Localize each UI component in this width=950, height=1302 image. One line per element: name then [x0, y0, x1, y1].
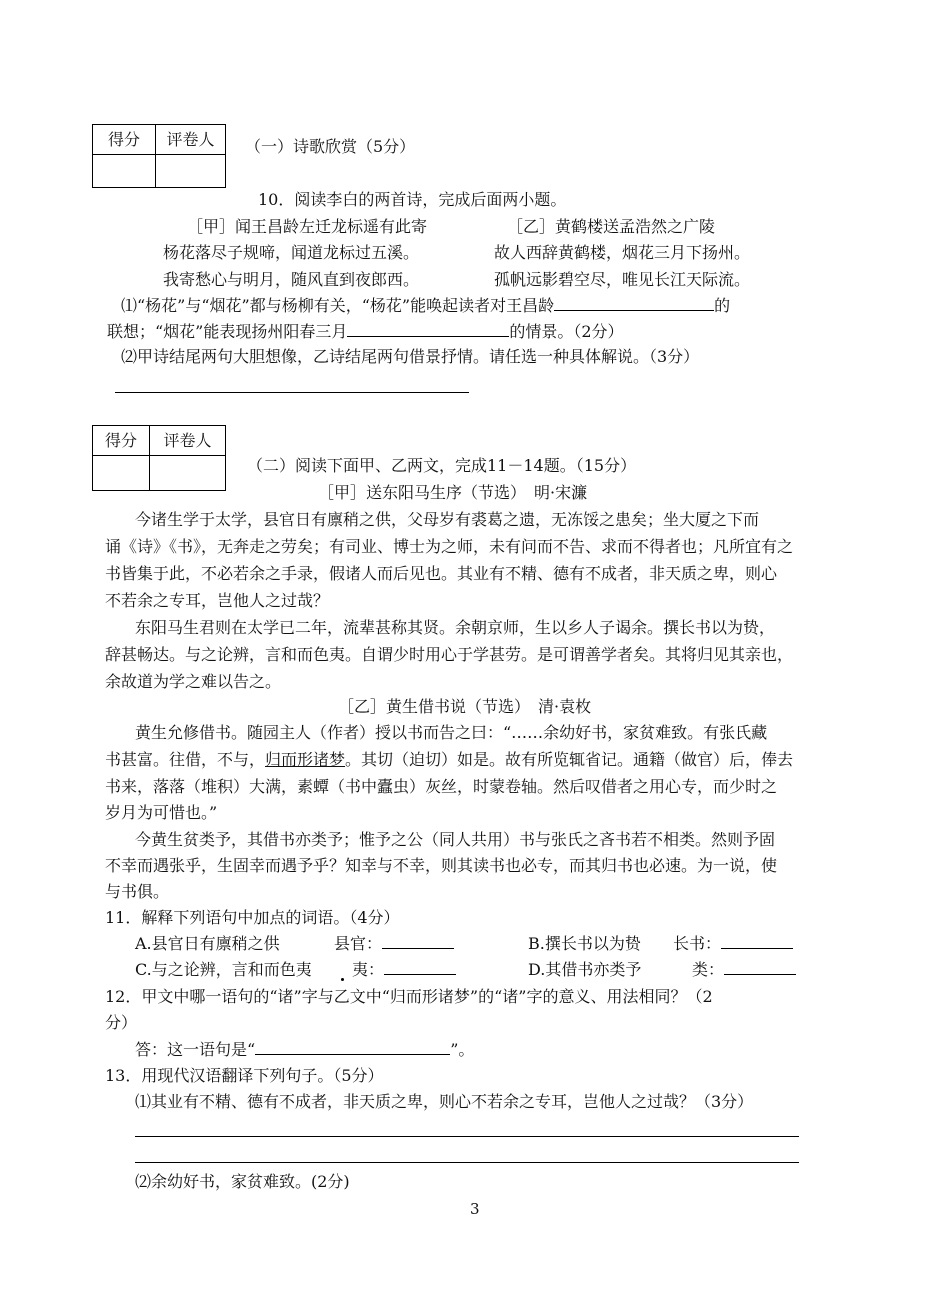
question-10: 10．阅读李白的两首诗，完成后面两小题。	[258, 190, 567, 209]
blank-1[interactable]	[554, 296, 714, 311]
yi-para1-line1: 黄生允修借书。随园主人（作者）授以书而告之曰：“……余幼好书，家贫难致。有张氏藏	[135, 723, 768, 742]
text-yi-title: ［乙］黄生借书说（节选） 清·袁枚	[338, 697, 592, 716]
jia-para1-line2: 诵《诗》《书》，无奔走之劳矣；有司业、博士为之师，未有问而不告、求而不得者也；凡所宜有之	[105, 537, 794, 556]
jia-para1-line4: 不若余之专耳，岂他人之过哉？	[105, 591, 330, 610]
underlined-phrase: 归而形诸梦	[265, 750, 346, 769]
q11-d-answer	[692, 960, 796, 980]
q12-answer-prefix: 答：这一语句是“	[135, 1040, 256, 1059]
question-12-line2: 分）	[105, 1013, 138, 1032]
q13-answer-line-1[interactable]	[135, 1136, 799, 1137]
poem-yi-line1: 故人西辞黄鹤楼，烟花三月下扬州。	[494, 243, 751, 262]
q12-answer	[135, 1040, 474, 1060]
q13-subquestion-1: ⑴其业有不精、德有不成者，非天质之卑，则心不若余之专耳，岂他人之过哉？（3分）	[135, 1092, 754, 1111]
q12-answer-suffix: ”。	[450, 1040, 475, 1059]
text-jia-title: ［甲］送东阳马生序（节选） 明·宋濂	[318, 483, 588, 502]
yi-para2-line3: 与书俱。	[105, 882, 170, 901]
question-13: 13．用现代汉语翻译下列句子。（5分）	[105, 1066, 384, 1085]
poem-jia-line2: 我寄愁心与明月，随风直到夜郎西。	[163, 270, 420, 289]
grader-cell[interactable]	[150, 456, 226, 491]
q13-answer-line-2[interactable]	[135, 1162, 799, 1163]
score-cell[interactable]	[93, 456, 150, 491]
grader-cell[interactable]	[156, 155, 226, 188]
page-number: 3	[470, 1200, 480, 1218]
jia-para1-line1: 今诸生学于太学，县官日有廪稍之供，父母岁有裘葛之遗，无冻馁之患矣；坐大厦之下而	[135, 510, 760, 529]
jia-para2-line1: 东阳马生君则在太学已二年，流辈甚称其贤。余朝京师，生以乡人子谒余。撰长书以为贽，	[135, 618, 776, 637]
score-cell[interactable]	[93, 155, 156, 188]
poem-jia-title: ［甲］闻王昌龄左迁龙标遥有此寄	[187, 217, 428, 236]
jia-para2-line2: 辞甚畅达。与之论辨，言和而色夷。自谓少时用心于学甚劳。是可谓善学者矣。其将归见其亲也，	[105, 645, 794, 664]
grader-label: 评卷人	[150, 426, 226, 456]
subquestion-1-line1	[121, 296, 730, 316]
q11-option-c: C.与之论辨，言和而色夷	[135, 960, 312, 979]
q11-b-answer	[673, 934, 793, 954]
score-label: 得分	[93, 125, 156, 155]
yi-para2-line2: 不幸而遇张乎，生固幸而遇予乎？知幸与不幸，则其读书也必专，而其归书也必速。为一说，使	[105, 856, 778, 875]
q11-d-label: 类：	[692, 960, 725, 979]
poem-jia-line1: 杨花落尽子规啼，闻道龙标过五溪。	[163, 243, 420, 262]
q11-option-a	[135, 934, 280, 954]
jia-para2-line3: 余故道为学之难以告之。	[105, 672, 282, 691]
jia-para1-line3: 书皆集于此，不必若余之手录，假诸人而后见也。其业有不精、德有不成者，非天质之卑，则心	[105, 564, 778, 583]
yi-para1-line3: 书来，落落（堆积）大满，素蟫（书中蠹虫）灰丝，时蒙卷轴。然后叹借者之用心专，而少时之	[105, 777, 778, 796]
q11-a-answer	[334, 934, 454, 954]
subquestion-1-text-b: 的	[714, 296, 731, 315]
q11-a-blank[interactable]	[382, 934, 454, 949]
question-12-line1: 12．甲文中哪一语句的“诸”字与乙文中“归而形诸梦”的“诸”字的意义、用法相同？（2	[105, 987, 713, 1006]
yi-para2-line1: 今黄生贫类予，其借书亦类予；惟予之公（同人共用）书与张氏之吝书若不相类。然则予固	[135, 830, 776, 849]
q11-d-blank[interactable]	[724, 960, 796, 975]
q11-b-blank[interactable]	[721, 934, 793, 949]
q11-a-label: 县官：	[334, 934, 383, 953]
question-11: 11．解释下列语句中加点的词语。（4分）	[105, 908, 400, 927]
score-label: 得分	[93, 426, 150, 456]
subquestion-1-line2	[107, 322, 624, 342]
q11-c-label: 夷：	[352, 960, 385, 979]
yi-para1-line2-a: 书甚富。往借，不与，	[105, 750, 266, 769]
poem-yi-line2: 孤帆远影碧空尽，唯见长江天际流。	[494, 270, 751, 289]
section2-heading: （二）阅读下面甲、乙两文，完成11－14题。（15分）	[247, 456, 637, 475]
emphasis-dot	[341, 978, 344, 981]
subquestion-2: ⑵甲诗结尾两句大胆想像，乙诗结尾两句借景抒情。请任选一种具体解说。（3分）	[121, 347, 700, 366]
answer-line[interactable]	[115, 392, 469, 393]
score-box-1	[92, 124, 226, 188]
q11-a-text: A.县官日有廪稍之供	[135, 934, 280, 953]
blank-2[interactable]	[347, 322, 509, 337]
grader-label: 评卷人	[156, 125, 226, 155]
q11-b-label: 长书：	[673, 934, 722, 953]
q11-c-answer	[352, 960, 456, 980]
yi-para1-line2	[105, 750, 793, 770]
q12-blank[interactable]	[255, 1040, 450, 1055]
subquestion-1-text-a: ⑴“杨花”与“烟花”都与杨柳有关，“杨花”能唤起读者对王昌龄	[121, 296, 555, 315]
q11-c-blank[interactable]	[384, 960, 456, 975]
q11-option-b: B.撰长书以为贽	[528, 934, 641, 953]
score-box-2	[92, 425, 226, 491]
section1-heading: （一）诗歌欣赏（5分）	[245, 137, 416, 156]
q13-subquestion-2: ⑵余幼好书，家贫难致。(2分)	[135, 1172, 350, 1191]
yi-para1-line4: 岁月为可惜也。”	[105, 803, 218, 822]
poem-yi-title: ［乙］黄鹤楼送孟浩然之广陵	[507, 217, 716, 236]
subquestion-1-text-d: 的情景。（2分）	[509, 322, 624, 341]
yi-para1-line2-c: 。其切（迫切）如是。故有所览辄省记。通籍（做官）后，俸去	[345, 750, 794, 769]
subquestion-1-text-c: 联想；“烟花”能表现扬州阳春三月	[107, 322, 348, 341]
q11-option-d: D.其借书亦类予	[528, 960, 642, 979]
